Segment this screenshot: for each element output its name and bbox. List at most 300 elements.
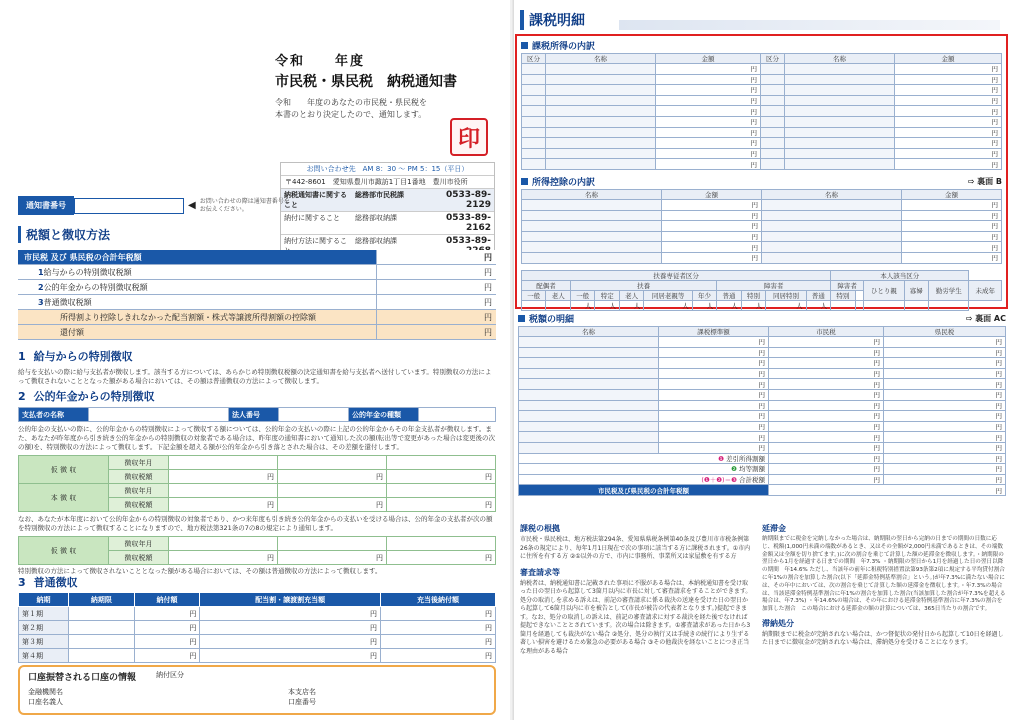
section-num: 2 [18, 390, 26, 403]
col-header: 年少 [692, 290, 716, 300]
dependent-count: 人 [717, 300, 741, 311]
cell-empty [522, 106, 546, 117]
branch-label: 本支店名 [288, 688, 316, 696]
cell-yen: 円 [884, 474, 1006, 485]
tax-minus-label: ❶ 差引所得割額 [519, 453, 769, 464]
cell-empty [519, 337, 659, 348]
cell-yen: 円 [381, 649, 496, 663]
cell-empty [519, 432, 659, 443]
table-row [519, 347, 1006, 358]
summary-row-label: 普通徴収税額 [43, 297, 92, 307]
cell-empty [522, 221, 662, 232]
tax-detail-ref: ⇨ 裏面 AC [965, 314, 1006, 323]
dependent-check [904, 300, 928, 311]
appeal-title: 審査請求等 [520, 567, 560, 577]
delay-text: 納期限までに税金を完納しなかった場合は、納期限の翌日から完納の日までの期間の日数に応じ、税額(1,000円未満の端数があるとき、又はその全額が2,000円未満であるときは、その端数金額又は全額を切り捨てます。)に次の割合を乗じて計算した額の延滞金を徴収します。・納期限の翌日から1月を経過する日までの期間 年7.3% ・納期限の翌日から1月を経過した日の翌日以降の期間 年14.6% ただし、当該年の前年に租税特別措置法第93条第2項に規定する平均貸付割合に年1%の割合を加算した割合(以下「延滞金特例基準割合」という。)が年7.3%に満たない場合には、その年中においては、次の割合を乗じて計算した額の延滞金を徴収します。・年7.3%の場合は、当該延滞金特例基準割合に年1%の割合を加算した割合(当該加算した割合が年7.3%を超える場合は、年7.3%) ・年14.6%の場合は、その年における延滞金特例基準割合に年7.3%の割合を加算した割合 この場合における延滞金の額の計算については、365日当たりの割合です。 [762, 536, 1006, 613]
cell-empty [522, 127, 546, 138]
self-header: 本人該当区分 [831, 270, 969, 280]
cell-empty [522, 242, 662, 253]
table-row [522, 199, 1002, 210]
cell-empty [761, 74, 785, 85]
contact-topic: 納付方法に関するこ [284, 237, 347, 245]
section-title: 給与からの特別徴収 [33, 350, 133, 363]
dependent-count: 人 [570, 300, 594, 311]
table-row [519, 379, 1006, 390]
table-row [522, 106, 1002, 117]
basis-title: 課税の根拠 [520, 524, 560, 533]
contact-tel: 0533-89-2162 [445, 213, 491, 233]
tax-detail-title [518, 312, 1006, 325]
table-row [19, 621, 496, 635]
account-title: 口座振替される口座の情報 [28, 673, 137, 683]
cell-yen: 円 [656, 116, 761, 127]
amount-value: 円 [278, 551, 387, 565]
cell-yen: 円 [769, 453, 884, 464]
contact-tel: 0533-89- [445, 236, 491, 246]
tax-detail-body [519, 337, 1006, 454]
amount-value: 円 [169, 498, 278, 512]
amount-label: 徴収税額 [109, 498, 169, 512]
col-header: 一般 [570, 290, 594, 300]
cell-yen: 円 [895, 127, 1002, 138]
cell-empty [546, 74, 656, 85]
amount-label: 徴収税額 [109, 470, 169, 484]
cell-yen: 円 [884, 400, 1006, 411]
table-row [522, 148, 1002, 159]
cell-yen: 円 [769, 400, 884, 411]
cell-empty [522, 159, 546, 170]
dependent-check [546, 300, 570, 311]
notice-title-block [275, 50, 495, 121]
cell-yen: 円 [659, 347, 769, 358]
pension-schedule-table [18, 455, 496, 512]
col-header: 区分 [522, 54, 546, 64]
col-header: 配当割・譲渡割充当額 [200, 593, 381, 607]
cell-yen: 円 [884, 368, 1006, 379]
cell-yen: 円 [902, 242, 1002, 253]
section-salary-text: 給与を支払いの際に給与支払者が徴収します。該当する方については、あらかじめ特別徴収税額の決定通知書を給与支払者へ送付しています。特別徴収の方法によって徴収されないこととなった額がある場合においては、その額は普通徴収の方法によって徴収します。 [18, 368, 492, 385]
contact-row [281, 188, 494, 211]
account-info [18, 665, 496, 715]
period-label: 第４期 [19, 649, 69, 663]
group-self-disabled: 障害者 [831, 280, 864, 290]
col-header: 金額 [902, 189, 1002, 199]
amount-value: 円 [387, 551, 496, 565]
cell-yen: 円 [200, 621, 381, 635]
dependent-check [864, 300, 904, 311]
summary-row [18, 280, 496, 295]
cell-yen: 円 [662, 242, 762, 253]
cell-yen: 円 [656, 95, 761, 106]
col-header: 特別 [741, 290, 765, 300]
cell-yen: 円 [769, 464, 884, 475]
cell-yen: 円 [659, 389, 769, 400]
section-title-tax: 税額と徴収方法 [18, 226, 496, 243]
col-header: 老人 [619, 290, 643, 300]
cell-empty [522, 210, 662, 221]
summary-row-value: 円 [376, 280, 496, 294]
income-title [521, 39, 1002, 52]
dependent-check [929, 300, 969, 311]
cell-empty [546, 148, 656, 159]
col-header: 区分 [761, 54, 785, 64]
cell-yen: 円 [902, 199, 1002, 210]
karichoshu-label: 仮 徴 収 [19, 537, 109, 565]
cell-empty [785, 74, 895, 85]
holder-label: 口座名義人 [28, 698, 63, 706]
col-header: 寡婦 [904, 280, 928, 300]
summary-deduction-value: 円 [376, 310, 496, 324]
cell-yen: 円 [656, 64, 761, 75]
title-year: 令和 年度 [275, 54, 366, 69]
cell-yen: 円 [656, 159, 761, 170]
penalty-text: 納期限までに税金が完納されない場合は、かつ督促状の発付日から起算して10日を経過した日までに徴収金が完納されない場合は、滞納処分を受けることになります。 [762, 630, 1004, 647]
col-header: 一般 [522, 290, 546, 300]
cell-yen: 円 [659, 337, 769, 348]
col-header: 充当後納付額 [381, 593, 496, 607]
contact-dept: 総務部市民税課 [352, 189, 423, 211]
cell-empty [546, 95, 656, 106]
account-number-label: 口座番号 [288, 698, 316, 706]
table-row [522, 210, 1002, 221]
summary-refund-value: 円 [376, 325, 496, 339]
cell-empty [762, 252, 902, 263]
cell-empty [785, 138, 895, 149]
table-row [19, 649, 496, 663]
cell-empty [785, 85, 895, 96]
dependent-check [522, 300, 546, 311]
col-header: 老人 [546, 290, 570, 300]
cell-empty [761, 85, 785, 96]
cell-yen: 円 [659, 442, 769, 453]
cell-yen: 円 [381, 607, 496, 621]
summary-refund-row [18, 325, 496, 340]
table-row [522, 252, 1002, 263]
cell-empty [785, 106, 895, 117]
section-pension-after: 特別徴収の方法によって徴収されないこととなった額がある場合においては、その額は普通徴収の方法によって徴収します。 [18, 567, 382, 575]
title-sub-line-1: 令和 年度のあなたの市民税・県民税を [275, 98, 427, 107]
table-row [519, 411, 1006, 422]
cell-empty [522, 74, 546, 85]
cell-yen: 円 [884, 411, 1006, 422]
cell-yen: 円 [662, 252, 762, 263]
amount-value: 円 [387, 470, 496, 484]
col-header: 納付額 [134, 593, 200, 607]
period-label: 第１期 [19, 607, 69, 621]
amount-label: 徴収税額 [109, 551, 169, 565]
section-pension [18, 388, 496, 576]
cell-yen: 円 [769, 442, 884, 453]
tax-minus-row [519, 453, 1006, 464]
cell-yen: 円 [884, 389, 1006, 400]
month-label: 徴収年月 [109, 537, 169, 551]
cell-yen: 円 [895, 64, 1002, 75]
cell-empty [785, 64, 895, 75]
cell-yen: 円 [769, 421, 884, 432]
cell-yen: 円 [659, 411, 769, 422]
dependents-header: 扶養専従者区分 [522, 270, 831, 280]
cell-empty [519, 347, 659, 358]
cell-empty [519, 368, 659, 379]
cell-yen: 円 [662, 221, 762, 232]
cell-empty [546, 138, 656, 149]
cell-empty [546, 127, 656, 138]
cell-yen: 円 [769, 379, 884, 390]
table-row [522, 138, 1002, 149]
table-row [522, 116, 1002, 127]
table-row [522, 159, 1002, 170]
cell-yen: 円 [895, 106, 1002, 117]
cell-yen: 円 [659, 400, 769, 411]
cell-yen: 円 [662, 231, 762, 242]
dependent-count: 人 [692, 300, 716, 311]
table-header-row [522, 54, 1002, 64]
cell-yen: 円 [895, 116, 1002, 127]
col-header: 課税標準額 [659, 327, 769, 337]
cell-yen: 円 [659, 432, 769, 443]
col-header: 特別 [831, 290, 855, 300]
tax-formula: (❶＋❷)＝❸ [701, 476, 737, 485]
cell-empty [522, 64, 546, 75]
dependent-count: 人 [644, 300, 692, 311]
deduction-table [521, 189, 1002, 264]
cell-yen: 円 [656, 85, 761, 96]
cell-yen: 円 [662, 210, 762, 221]
group-dependent: 扶養 [570, 280, 716, 290]
cell-yen: 円 [134, 621, 200, 635]
cell-empty [762, 242, 902, 253]
amount-value: 円 [387, 498, 496, 512]
left-page [0, 0, 510, 720]
deduction-title [521, 175, 1002, 188]
cell-yen: 円 [884, 421, 1006, 432]
tax-sum-label [519, 474, 769, 485]
cell-yen: 円 [895, 95, 1002, 106]
cell-yen: 円 [902, 231, 1002, 242]
cell-empty [522, 95, 546, 106]
cell-yen: 円 [656, 138, 761, 149]
cell-yen: 円 [769, 368, 884, 379]
cell-empty [522, 199, 662, 210]
period-label: 第３期 [19, 635, 69, 649]
summary-total-row [18, 250, 496, 265]
section-pension-title [18, 388, 496, 404]
payer-label: 支払者の名称 [19, 408, 89, 422]
table-row [519, 337, 1006, 348]
cell-yen: 円 [884, 464, 1006, 475]
cell-empty [546, 85, 656, 96]
summary-row [18, 295, 496, 310]
summary-deduction-label: 所得割より控除しきれなかった配当割額・株式等譲渡所得割額の控除額 [60, 312, 316, 322]
cell-yen: 円 [134, 649, 200, 663]
tax-summary [18, 250, 496, 340]
right-page-title [520, 10, 1000, 30]
table-row [519, 358, 1006, 369]
tax-detail [518, 312, 1006, 496]
cell-empty [785, 116, 895, 127]
deduction-title-text: 所得控除の内訳 [532, 177, 596, 188]
dependents-table [521, 270, 1002, 312]
cell-empty [519, 442, 659, 453]
cell-empty [519, 379, 659, 390]
cell-empty [761, 159, 785, 170]
cell-yen: 円 [895, 148, 1002, 159]
amount-value: 円 [278, 498, 387, 512]
summary-row-label: 給与からの特別徴収税額 [43, 267, 132, 277]
summary-row-num: 2 [38, 282, 44, 292]
cell-yen: 円 [902, 221, 1002, 232]
tax-equal-row [519, 464, 1006, 475]
pension-payer-table [18, 407, 496, 422]
tax-detail-title-text: 税額の明細 [529, 315, 575, 325]
cell-empty [761, 116, 785, 127]
cell-empty [519, 389, 659, 400]
col-header: 同居老親等 [644, 290, 692, 300]
corp-value [279, 408, 349, 422]
contact-box [280, 162, 495, 258]
cell-yen: 円 [656, 148, 761, 159]
tax-total-row [519, 485, 1006, 496]
section-title: 普通徴収 [33, 576, 78, 589]
period-label: 第２期 [19, 621, 69, 635]
section-pension-text: 公的年金の支払いの際に、公的年金からの特別徴収によって徴収する額については、公的年金の支払いの際に上記の公的年金からその年金支払者が徴収します。また、あなたが昨年度から引き続き公的年金からの特別徴収の対象者である場合は、昨年度の通知書において通知した次の額(転出等で変更があった場合は変更後の次の額)を、特別徴収の方法によって徴収します。下記金額を超える額が公的年金から引き落とされた場合は、その差額を還付します。 [18, 425, 495, 451]
appeal-text: 納税者は、納税通知書に記載された事項に不服がある場合は、本納税通知書を受け取った日の翌日から起算して3箇月以内に市長に対して審査請求をすることができます。処分の取消しを求める訴えは、前記の審査請求に係る裁決の送達を受けた日の翌日から起算して6箇月以内に市を被告として(市長が被告の代表者となります。)提起できます。なお、処分の取消しの訴えは、前記の審査請求に対する裁決を経た後でなければ提起できないこととされています。次の場合は除きます。①審査請求があった日から3箇月を経過しても裁決がない場合 ②処分、処分の執行又は手続きの続行により生ずる著しい損害を避けるため緊急の必要がある場合 ③その他裁決を経ないことにつき正当な理由がある場合 [520, 579, 752, 655]
cell-yen: 円 [902, 252, 1002, 263]
table-row [519, 442, 1006, 453]
cell-empty [522, 252, 662, 263]
cell-yen: 円 [769, 485, 1006, 496]
cell-empty [785, 148, 895, 159]
cell-empty [522, 231, 662, 242]
summary-refund-label: 還付額 [60, 327, 84, 337]
cell-empty [762, 231, 902, 242]
col-header: 勤労学生 [929, 280, 969, 300]
cell-yen: 円 [769, 411, 884, 422]
notice-number-field [74, 198, 184, 214]
cell-yen: 円 [895, 85, 1002, 96]
section-num: 1 [18, 350, 26, 363]
cell-yen: 円 [884, 432, 1006, 443]
dependent-check [831, 300, 855, 311]
summary-deduction-row [18, 310, 496, 325]
income-table-body [522, 64, 1002, 170]
official-seal: 印 [450, 118, 488, 156]
cell-empty [519, 421, 659, 432]
contact-header: お問い合わせ先 AM 8：30 ～ PM 5：15（平日） [306, 165, 469, 173]
cell-yen: 円 [895, 74, 1002, 85]
pension-next-table [18, 536, 496, 565]
table-row [522, 231, 1002, 242]
payer-value [89, 408, 229, 422]
month-label: 徴収年月 [109, 456, 169, 470]
table-row [522, 74, 1002, 85]
col-header: 納期 [19, 593, 69, 607]
col-header: 納期限 [69, 593, 135, 607]
cell-yen: 円 [884, 337, 1006, 348]
group-disabled: 障害者 [717, 280, 831, 290]
cell-empty [761, 106, 785, 117]
col-header: 同居特別 [766, 290, 806, 300]
table-header-row [519, 327, 1006, 337]
right-notes-left [520, 520, 752, 656]
table-header-row [522, 189, 1002, 199]
tax-sum-text: 合計税額 [739, 476, 765, 485]
cell-empty [546, 159, 656, 170]
cell-empty [762, 221, 902, 232]
tax-sum-row [519, 474, 1006, 485]
cell-yen: 円 [895, 138, 1002, 149]
month-label: 徴収年月 [109, 484, 169, 498]
table-row [519, 368, 1006, 379]
summary-row-label: 公的年金からの特別徴収税額 [43, 282, 148, 292]
table-row [519, 432, 1006, 443]
dependent-count: 人 [806, 300, 830, 311]
table-row [519, 421, 1006, 432]
amount-value: 円 [278, 470, 387, 484]
cell-yen: 円 [656, 74, 761, 85]
cell-yen: 円 [381, 621, 496, 635]
summary-row-value: 円 [376, 265, 496, 279]
amount-value: 円 [169, 470, 278, 484]
table-row [519, 400, 1006, 411]
cell-yen: 円 [895, 159, 1002, 170]
cell-yen: 円 [200, 649, 381, 663]
cell-yen: 円 [884, 347, 1006, 358]
col-header: 普通 [717, 290, 741, 300]
cell-empty [546, 64, 656, 75]
cell-empty [522, 85, 546, 96]
kind-label: 公的年金の種類 [349, 408, 419, 422]
cell-empty [761, 64, 785, 75]
cell-yen: 円 [662, 199, 762, 210]
contact-topic: 納付に関すること [284, 214, 340, 222]
summary-row-num: 1 [38, 267, 44, 277]
cell-yen: 円 [656, 127, 761, 138]
cell-yen: 円 [200, 635, 381, 649]
contact-dept: 総務部収納課 [355, 214, 397, 222]
notice-number-label: 通知書番号 [18, 196, 74, 215]
delay-title: 延滞金 [762, 524, 786, 533]
table-row [522, 85, 1002, 96]
col-header: ひとり親 [864, 280, 904, 300]
cell-empty [761, 148, 785, 159]
income-title-text: 課税所得の内訳 [532, 42, 596, 52]
section-ordinary-title [18, 574, 496, 590]
dependent-count: 人 [766, 300, 806, 311]
summary-row [18, 265, 496, 280]
tax-minus-text: 差引所得割額 [726, 454, 765, 463]
cell-empty [761, 127, 785, 138]
page-title: 市民税・県民税 納税通知書 [275, 74, 457, 90]
tax-detail-table [518, 326, 1006, 496]
karichoshu-label: 仮 徴 収 [19, 456, 109, 484]
cell-yen: 円 [769, 474, 884, 485]
cell-empty [522, 138, 546, 149]
account-period-label: 納付区分 [156, 671, 185, 679]
col-header: 未成年 [969, 280, 1002, 300]
col-header: 県民税 [884, 327, 1006, 337]
dependent-count: 人 [595, 300, 619, 311]
tax-equal-text: 均等割額 [739, 465, 765, 474]
summary-total-value: 円 [376, 250, 496, 264]
tax-equal-label: ❷ 均等割額 [519, 464, 769, 475]
dependent-check [855, 300, 864, 311]
title-sub-line-2: 本書のとおり決定したので、通知します。 [275, 110, 427, 119]
table-row [522, 64, 1002, 75]
table-row [519, 389, 1006, 400]
notice-number-hint: お問い合わせの際は通知書番号をお伝えください。 [199, 197, 290, 213]
cell-yen: 円 [769, 358, 884, 369]
